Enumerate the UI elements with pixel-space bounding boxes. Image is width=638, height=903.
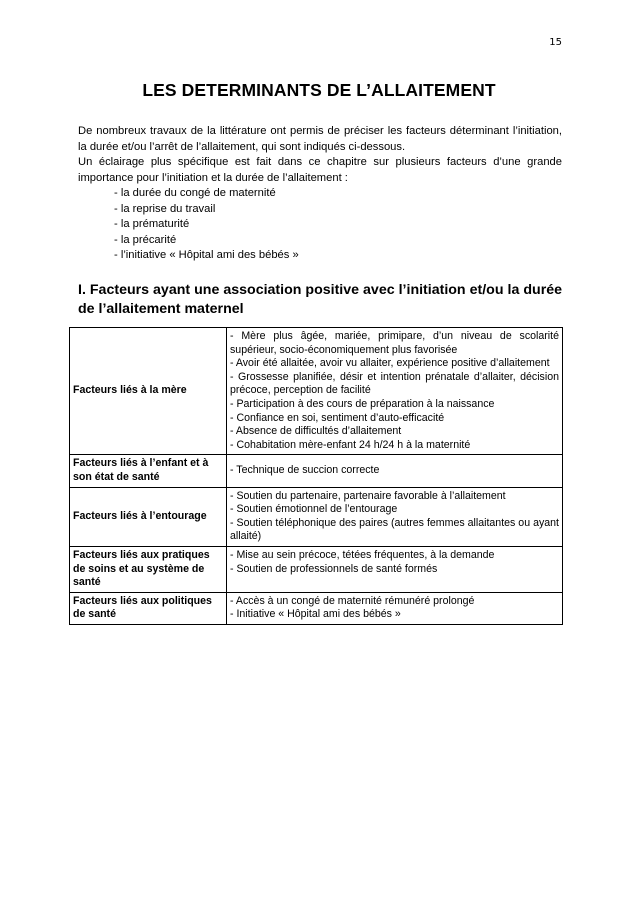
- table-cell-item: - Avoir été allaitée, avoir vu allaiter, expérience positive d’allaitement: [230, 357, 550, 370]
- intro-paragraph-1: De nombreux travaux de la littérature ont permis de préciser les facteurs déterminant l’initiation, la durée et/ou l’arrêt de l’allaitement, qui sont indiqués ci-dessous.: [78, 125, 562, 153]
- table-cell-item: - Cohabitation mère-enfant 24 h/24 h à la maternité: [230, 438, 471, 451]
- row-items-care-practices: [227, 546, 563, 592]
- table-cell-item: - Accès à un congé de maternité rémunéré prolongé: [230, 594, 475, 607]
- table-cell-item: - Soutien téléphonique des paires (autres femmes allaitantes ou ayant allaité): [230, 516, 559, 543]
- list-item: - la précarité: [114, 233, 177, 246]
- table-cell-item: - Grossesse planifiée, désir et intention prénatale d’allaiter, décision précoce, perception de facilité: [230, 370, 559, 397]
- table-cell-item: - Soutien de professionnels de santé formés: [230, 562, 438, 575]
- row-label-health-policies: Facteurs liés aux politiques de santé: [70, 592, 227, 624]
- row-label-child: Facteurs liés à l’enfant et à son état de santé: [70, 455, 227, 487]
- table-cell-item: - Soutien émotionnel de l’entourage: [230, 503, 398, 516]
- row-items-child: [227, 455, 563, 487]
- table-cell-item: - Absence de difficultés d’allaitement: [230, 425, 402, 438]
- page-title: LES DETERMINANTS DE L’ALLAITEMENT: [142, 80, 496, 100]
- row-label-care-practices: Facteurs liés aux pratiques de soins et au système de santé: [70, 546, 227, 592]
- table-cell-item: - Participation à des cours de préparation à la naissance: [230, 397, 495, 410]
- table-cell-item: - Mise au sein précoce, tétées fréquentes, à la demande: [230, 548, 495, 561]
- row-label-entourage: Facteurs liés à l’entourage: [70, 487, 227, 546]
- table-cell-item: - Confiance en soi, sentiment d’auto-efficacité: [230, 411, 445, 424]
- table-cell-item: - Mère plus âgée, mariée, primipare, d’un niveau de scolarité supérieur, socio-économiquement plus favorisée: [230, 330, 559, 356]
- table-row: [70, 487, 563, 546]
- list-item: - la prématurité: [114, 218, 190, 230]
- table-row: [70, 546, 563, 592]
- row-label-mother: Facteurs liés à la mère: [70, 328, 227, 455]
- factors-table: [69, 327, 563, 625]
- table-cell-item: - Technique de succion correcte: [230, 464, 380, 477]
- table-row: [70, 592, 563, 624]
- determinants-list: [78, 186, 562, 264]
- intro-paragraph-2: Un éclairage plus spécifique est fait dans ce chapitre sur plusieurs facteurs d’une grande importance pour l’initiation et la durée de l’allaitement :: [78, 156, 562, 184]
- page-number: 15: [549, 37, 562, 48]
- list-item: - la reprise du travail: [114, 202, 216, 215]
- row-items-health-policies: [227, 592, 563, 624]
- list-item: - l’initiative « Hôpital ami des bébés »: [114, 249, 299, 261]
- list-item: - la durée du congé de maternité: [114, 187, 276, 199]
- table-cell-item: - Soutien du partenaire, partenaire favorable à l’allaitement: [230, 489, 506, 502]
- table-row: [70, 455, 563, 487]
- table-cell-item: - Initiative « Hôpital ami des bébés »: [230, 608, 401, 621]
- table-row: [70, 328, 563, 455]
- section-heading: I. Facteurs ayant une association positive avec l’initiation et/ou la durée de l’allaitement maternel: [78, 282, 562, 317]
- row-items-mother: [227, 328, 563, 455]
- row-items-entourage: [227, 487, 563, 546]
- intro-section: [78, 124, 562, 264]
